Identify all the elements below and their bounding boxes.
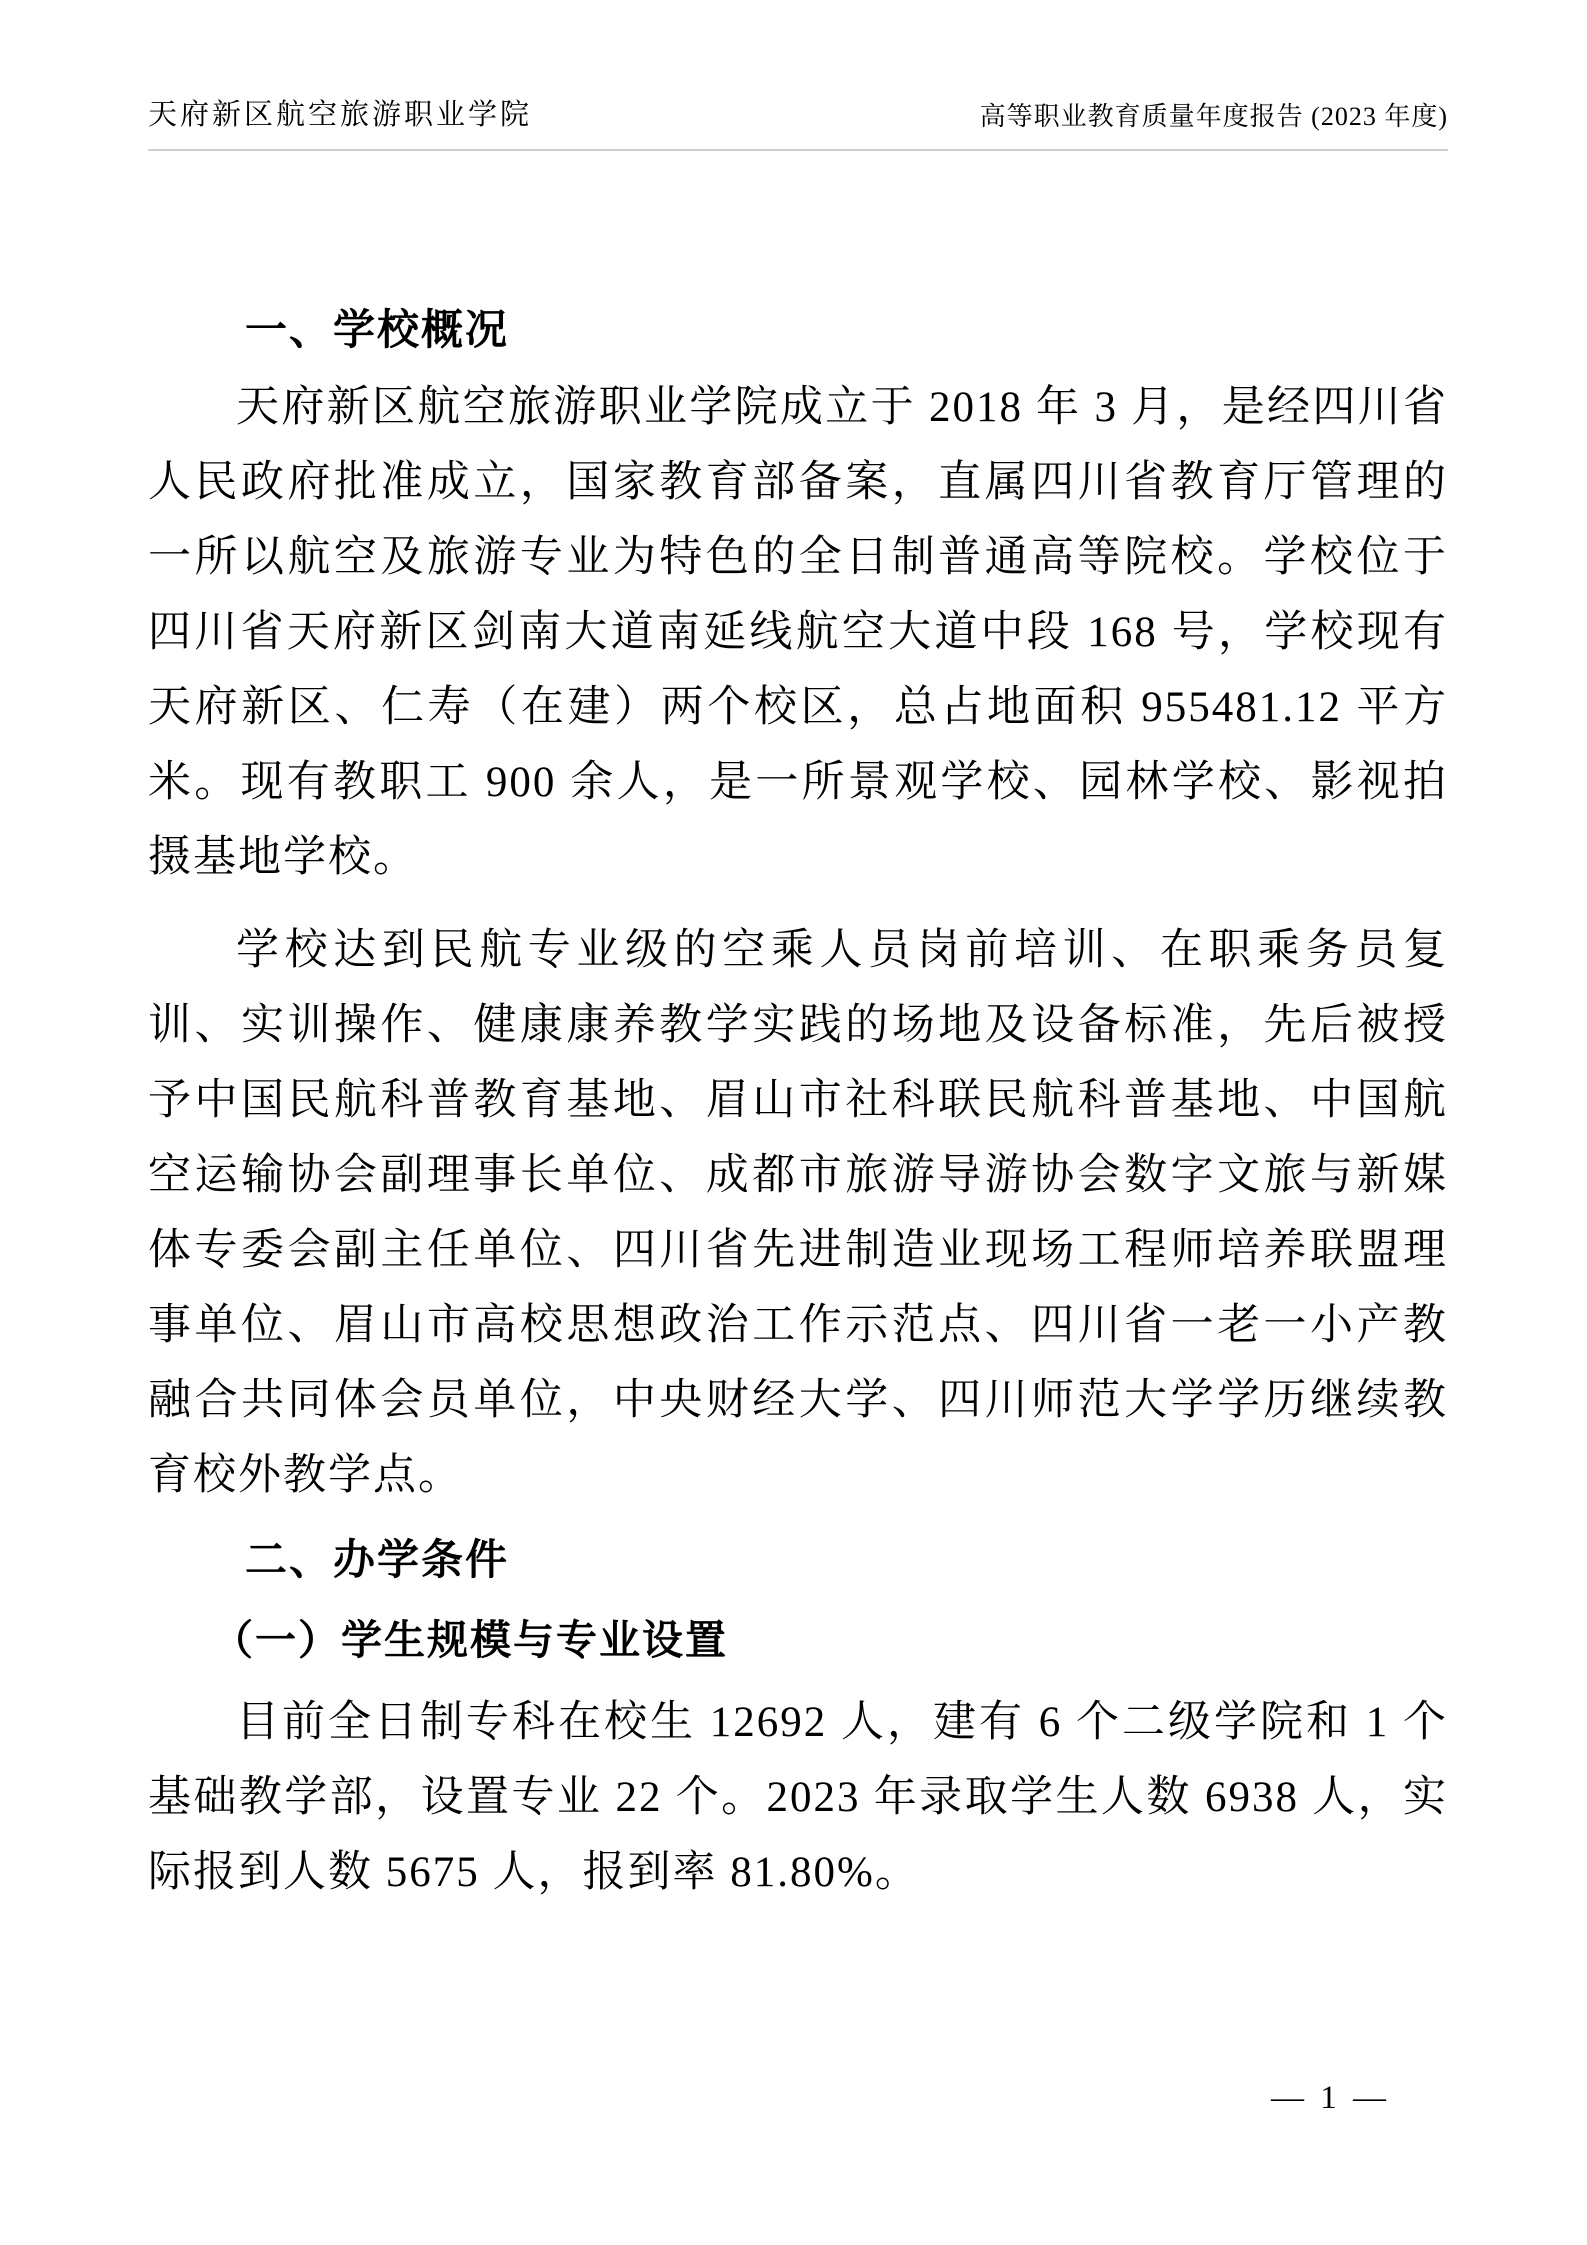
header-school-name: 天府新区航空旅游职业学院: [148, 99, 533, 131]
paragraph-student-numbers: 目前全日制专科在校生 12692 人，建有 6 个二级学院和 1 个基础教学部，设置专业 22 个。2023 年录取学生人数 6938 人，实际报到人数 5675 人，报到率 81.80%。: [148, 1699, 1448, 1896]
header-report-title: 高等职业教育质量年度报告 (2023 年度): [979, 102, 1448, 131]
section-heading-school-overview: 一、学校概况: [245, 306, 510, 353]
section-heading-school-conditions: 二、办学条件: [245, 1536, 510, 1583]
page-header: [148, 92, 1448, 151]
paragraph-school-intro: 天府新区航空旅游职业学院成立于 2018 年 3 月，是经四川省人民政府批准成立，国家教育部备案，直属四川省教育厅管理的一所以航空及旅游专业为特色的全日制普通高等院校。学校位于四川省天府新区剑南大道南延线航空大道中段 168 号，学校现有天府新区、仁寿（在建）两个校区，总占地面积 955481.12 平方米。现有教职工 900 余人，是一所景观学校、园林学校、影视拍摄基地学校。: [148, 384, 1448, 881]
paragraph-school-honors: 学校达到民航专业级的空乘人员岗前培训、在职乘务员复训、实训操作、健康康养教学实践的场地及设备标准，先后被授予中国民航科普教育基地、眉山市社科联民航科普基地、中国航空运输协会副理事长单位、成都市旅游导游协会数字文旅与新媒体专委会副主任单位、四川省先进制造业现场工程师培养联盟理事单位、眉山市高校思想政治工作示范点、四川省一老一小产教融合共同体会员单位，中央财经大学、四川师范大学学历继续教育校外教学点。: [148, 927, 1448, 1499]
subsection-heading-student-scale: （一）学生规模与专业设置: [212, 1617, 728, 1663]
page-number: — 1 —: [1271, 2080, 1390, 2116]
